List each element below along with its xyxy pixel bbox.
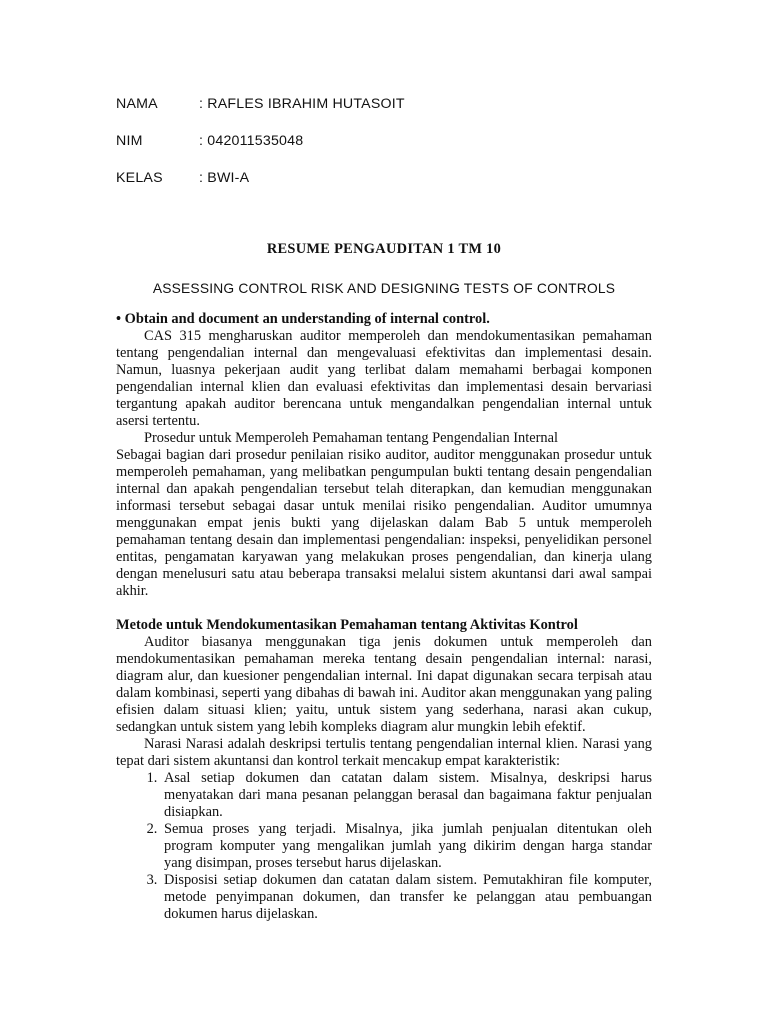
paragraph: Prosedur untuk Memperoleh Pemahaman tentang Pengendalian Internal xyxy=(144,430,559,446)
section-heading: Metode untuk Mendokumentasikan Pemahaman tentang Aktivitas Kontrol xyxy=(116,617,578,633)
info-value: : 042011535048 xyxy=(199,133,304,149)
document-content xyxy=(116,96,652,923)
info-row-nama xyxy=(116,96,652,133)
info-row-kelas xyxy=(116,170,652,207)
characteristics-list xyxy=(116,770,652,923)
paragraph: CAS 315 mengharuskan auditor memperoleh dan mendokumentasikan pemahaman tentang pengendalian internal dan mengevaluasi efektivitas dan implementasi desain. Namun, luasnya pekerjaan audit yang terlibat dalam memahami berbagai komponen pengendalian internal klien dan evaluasi efektivitas dan implementasi desain bervariasi tergantung apakah auditor berencana untuk mengandalkan pengendalian internal untuk asersi tertentu. xyxy=(116,328,652,429)
list-item: 2. Semua proses yang terjadi. Misalnya, jika jumlah penjualan ditentukan oleh program komputer yang mengalikan jumlah yang dikirim dengan harga standar yang disimpan, proses tersebut harus dijelaskan. xyxy=(161,821,652,872)
list-item: 3. Disposisi setiap dokumen dan catatan dalam sistem. Pemutakhiran file komputer, metode penyimpanan dokumen, dan transfer ke pelanggan atau pembuangan dokumen harus dijelaskan. xyxy=(161,872,652,923)
info-label: KELAS xyxy=(116,170,163,186)
info-value: : BWI-A xyxy=(199,170,250,186)
info-label: NIM xyxy=(116,133,143,149)
document-title: RESUME PENGAUDITAN 1 TM 10 xyxy=(266,241,502,257)
info-label: NAMA xyxy=(116,96,158,112)
info-row-nim xyxy=(116,133,652,170)
list-item: 1. Asal setiap dokumen dan catatan dalam sistem. Misalnya, deskripsi harus menyatakan dari mana pesanan pelanggan berasal dan bagaimana faktur penjualan disiapkan. xyxy=(161,770,652,821)
student-info xyxy=(116,96,652,207)
paragraph: Narasi Narasi adalah deskripsi tertulis tentang pengendalian internal klien. Narasi yang tepat dari sistem akuntansi dan kontrol terkait mencakup empat karakteristik: xyxy=(116,736,652,769)
paragraph: Auditor biasanya menggunakan tiga jenis dokumen untuk memperoleh dan mendokumentasikan pemahaman mereka tentang desain pengendalian internal: narasi, diagram alur, dan kuesioner pengendalian internal. Ini dapat digunakan secara terpisah atau dalam kombinasi, seperti yang dibahas di bawah ini. Auditor akan menggunakan yang paling efisien dalam situasi klien; yaitu, untuk sistem yang sederhana, narasi akan cukup, sedangkan untuk sistem yang lebih kompleks diagram alur mungkin lebih efektif. xyxy=(116,634,652,735)
paragraph: Sebagai bagian dari prosedur penilaian risiko auditor, auditor menggunakan prosedur untuk memperoleh pemahaman, yang melibatkan pengumpulan bukti tentang desain pengendalian internal dan apakah pengendalian tersebut telah diterapkan, dan kemudian menggunakan informasi tersebut sebagai dasar untuk menilai risiko pengendalian. Auditor umumnya menggunakan empat jenis bukti yang dijelaskan dalam Bab 5 untuk memperoleh pemahaman tentang desain dan implementasi pengendalian: inspeksi, penyelidikan personel entitas, pengamatan karyawan yang melakukan proses pengendalian, dan kinerja ulang dengan menelusuri satu atau beberapa transaksi melalui sistem akuntansi dari awal sampai akhir. xyxy=(116,447,652,599)
info-value: : RAFLES IBRAHIM HUTASOIT xyxy=(199,96,405,112)
document-subtitle: ASSESSING CONTROL RISK AND DESIGNING TESTS OF CONTROLS xyxy=(152,281,616,296)
section-heading: • Obtain and document an understanding of internal control. xyxy=(116,311,490,327)
